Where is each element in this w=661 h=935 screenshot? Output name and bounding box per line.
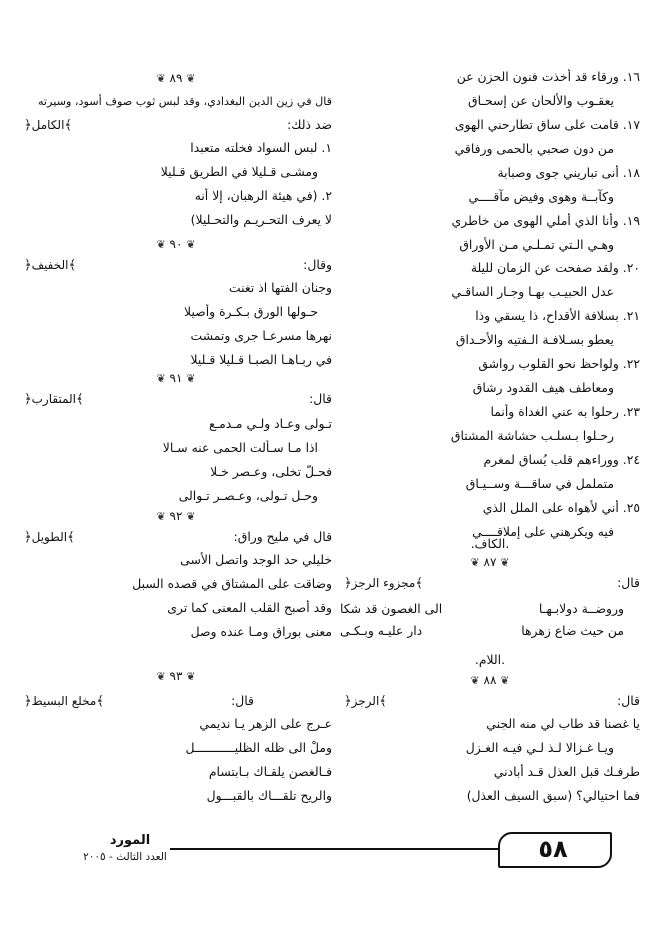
verse-line: ١٨. أنى تباريني جوى وصبابة: [497, 165, 640, 180]
poem-number-90: ❦ ٩٠ ❦: [156, 237, 196, 251]
verse-line: وحـل تـولى، وعـصـر تـوالى: [178, 488, 318, 503]
verse-line: ١٧. قامت على ساق تطارحني الهوى: [454, 117, 640, 132]
verse-line: معنى بوراق ومـا عنده وصل: [190, 624, 332, 639]
verse-line: من دون صحبي بالحمى ورفاقي: [454, 141, 614, 156]
poem-89-header: [20, 116, 332, 134]
speaker-label: قال:: [617, 693, 640, 708]
poem-88-header: [340, 692, 640, 710]
section-heading-lam: .اللام.: [474, 652, 506, 667]
ornament-icon: ❦: [186, 670, 196, 683]
verse-line: ٢٣. رحلوا به عني الغداة وأنما: [490, 404, 640, 419]
footer-divider: [170, 848, 498, 850]
ornament-icon: ❦: [186, 238, 196, 251]
poem-92-header: [20, 528, 332, 546]
meter-label: ﴾الطويل﴿: [24, 530, 75, 545]
verse-line: ٢٠. ولقد صفحت عن الزمان لليلة: [470, 260, 640, 275]
verse-line: وكآبــة وهوى وفيض مآقــــي: [468, 189, 614, 204]
meter-label: ﴾مخلع البسيط﴿: [24, 694, 104, 709]
meter-label: ﴾المتقارب﴿: [24, 392, 84, 407]
verse-line: طرفـك قبل العذل قـد أبادني: [493, 764, 640, 779]
verse-line: فـالغصن يلقـاك بـابتسام: [208, 764, 332, 779]
verse-line: ١٩. وأنا الذي أملي الهوى من خاطري: [451, 213, 640, 228]
verse-line: يعطو بسـلافـة الـفتيه والأحـداق: [455, 332, 614, 347]
ornament-icon: ❦: [156, 510, 166, 523]
verse-line: متململ في ساقـــة وســيـاق: [465, 476, 614, 491]
poem-number-89: ❦ ٨٩ ❦: [156, 71, 196, 85]
verse-line: فيه ويكرهني على إملاقــــي: [472, 524, 614, 539]
poem-number-92: ❦ ٩٢ ❦: [156, 509, 196, 523]
poem-number-93: ❦ ٩٣ ❦: [156, 669, 196, 683]
meter-label: ﴾الرجز﴿: [344, 694, 387, 709]
verse-line: ٢٥. أني لأهواه على الملل الذي: [482, 500, 640, 515]
ornament-icon: ❦: [186, 72, 196, 85]
poem-90-header: [20, 256, 332, 274]
verse-line: خليلي حد الوجد واتصل الأسى: [180, 552, 332, 567]
verse-line: وروضــة دولابـهـا الى الغصون قد شكا: [340, 601, 624, 616]
verse-line: وقد أصبح القلب المعنى كما ترى: [167, 600, 332, 615]
verse-line: وضاقت على المشتاق في قصده السبل: [132, 576, 332, 591]
speaker-label: قال:: [309, 391, 332, 406]
poem-93-header: [20, 692, 332, 710]
verse-line: ويـا غـزالا لـذ لـي فيـه الغـزل: [465, 740, 614, 755]
poem-87-header: [340, 574, 640, 592]
page-footer: [0, 826, 661, 876]
poem-number-87: ❦ ٨٧ ❦: [470, 555, 510, 569]
speaker-label: وقال:: [303, 257, 332, 272]
verse-line: وهـي الـتي تمـلـي مـن الأوراق: [459, 237, 614, 252]
verse-line: اذا مـا سـألت الحمى عنه سـالا: [162, 440, 318, 455]
intro-text: قال في زين الدين البغدادي، وقد لبس ثوب صوف أسود، وسيرته: [37, 95, 332, 108]
verse-line: وملْ الى ظله الظليـــــــــــل: [185, 740, 332, 755]
ornament-icon: ❦: [470, 556, 480, 569]
speaker-label: قال:: [617, 575, 640, 590]
verse-line: وجنان الفتها اذ تغنت: [228, 280, 332, 295]
ornament-icon: ❦: [500, 674, 510, 687]
verse-line: يعقـوب والألحان عن إسحـاق: [467, 93, 614, 108]
poem-91-header: [20, 390, 332, 408]
verse-line: عدل الحبيـب بهـا وجـار الساقـي: [451, 284, 614, 299]
ornament-icon: ❦: [186, 510, 196, 523]
verse-line: في ربـاهـا الصبـا قـليلا قـليلا: [190, 352, 332, 367]
verse-line: ومعاطف هيف القدود رشاق: [472, 380, 614, 395]
verse-line: يا غصنا قد طاب لي منه الجني: [486, 716, 640, 731]
verse-line: لا يعرف التحـريـم والتحـليلا): [190, 212, 332, 227]
ornament-icon: ❦: [156, 72, 166, 85]
verse-line: ٢٤. ووراءهم قلب يُساق لمغرم: [483, 452, 640, 467]
verse-line: نهرها مسرعـا جرى وتمشت: [190, 328, 332, 343]
meter-label: ﴾مجزوء الرجز﴿: [344, 576, 423, 591]
verse-line: حـولها الورق بـكـرة وأصيلا: [184, 304, 318, 319]
verse-line: ومشـى قـليلا في الطريق قـليلا: [160, 164, 318, 179]
verse-line: تـولى وعـاد ولـي مـدمـع: [208, 416, 332, 431]
verse-line: من حيث ضاع زهرها دار عليـه وبـكـى: [340, 623, 624, 638]
poem-number-88: ❦ ٨٨ ❦: [470, 673, 510, 687]
meter-label: ﴾الكامل﴿: [24, 118, 73, 133]
speaker-label: قال:: [231, 693, 254, 708]
journal-title: المورد: [109, 833, 151, 848]
verse-line: عـرج على الزهر يـا نديمي: [199, 716, 332, 731]
page-number: ٥٨: [538, 835, 568, 863]
verse-line: ٢١. بسلافة الأقداح، ذا يسقي وذا: [475, 308, 640, 323]
verse-line: ٢. (في هيئة الرهبان، إلا أنه: [194, 188, 332, 203]
poem-number-91: ❦ ٩١ ❦: [156, 371, 196, 385]
verse-line: رحـلوا بـسلـب حشاشة المشتاق: [450, 428, 614, 443]
ornament-icon: ❦: [156, 238, 166, 251]
meter-label: ﴾الخفيف﴿: [24, 258, 77, 273]
verse-line: ١٦. ورقاء قد أخذت فنون الحزن عن: [456, 69, 640, 84]
verse-line: ١. لبس السواد فخلته متعبدا: [190, 140, 332, 155]
journal-issue: العدد الثالث - ٢٠٠٥: [83, 851, 167, 863]
ornament-icon: ❦: [156, 372, 166, 385]
verse-line: ٢٢. ولواحظ نحو القلوب رواشق: [478, 356, 640, 371]
verse-line: فما احتيالي؟ (سبق السيف العذل): [466, 788, 640, 803]
verse-line: فحـلّ تخلى، وعـصر خـلا: [210, 464, 332, 479]
ornament-icon: ❦: [500, 556, 510, 569]
ornament-icon: ❦: [186, 372, 196, 385]
intro-text: ضد ذلك:: [287, 117, 332, 132]
verse-line: والريح تلقـــاك بالقبـــول: [206, 788, 332, 803]
ornament-icon: ❦: [156, 670, 166, 683]
speaker-label: قال في مليح وراق:: [233, 529, 332, 544]
section-heading-kaf: .الكاف.: [470, 536, 510, 551]
ornament-icon: ❦: [470, 674, 480, 687]
